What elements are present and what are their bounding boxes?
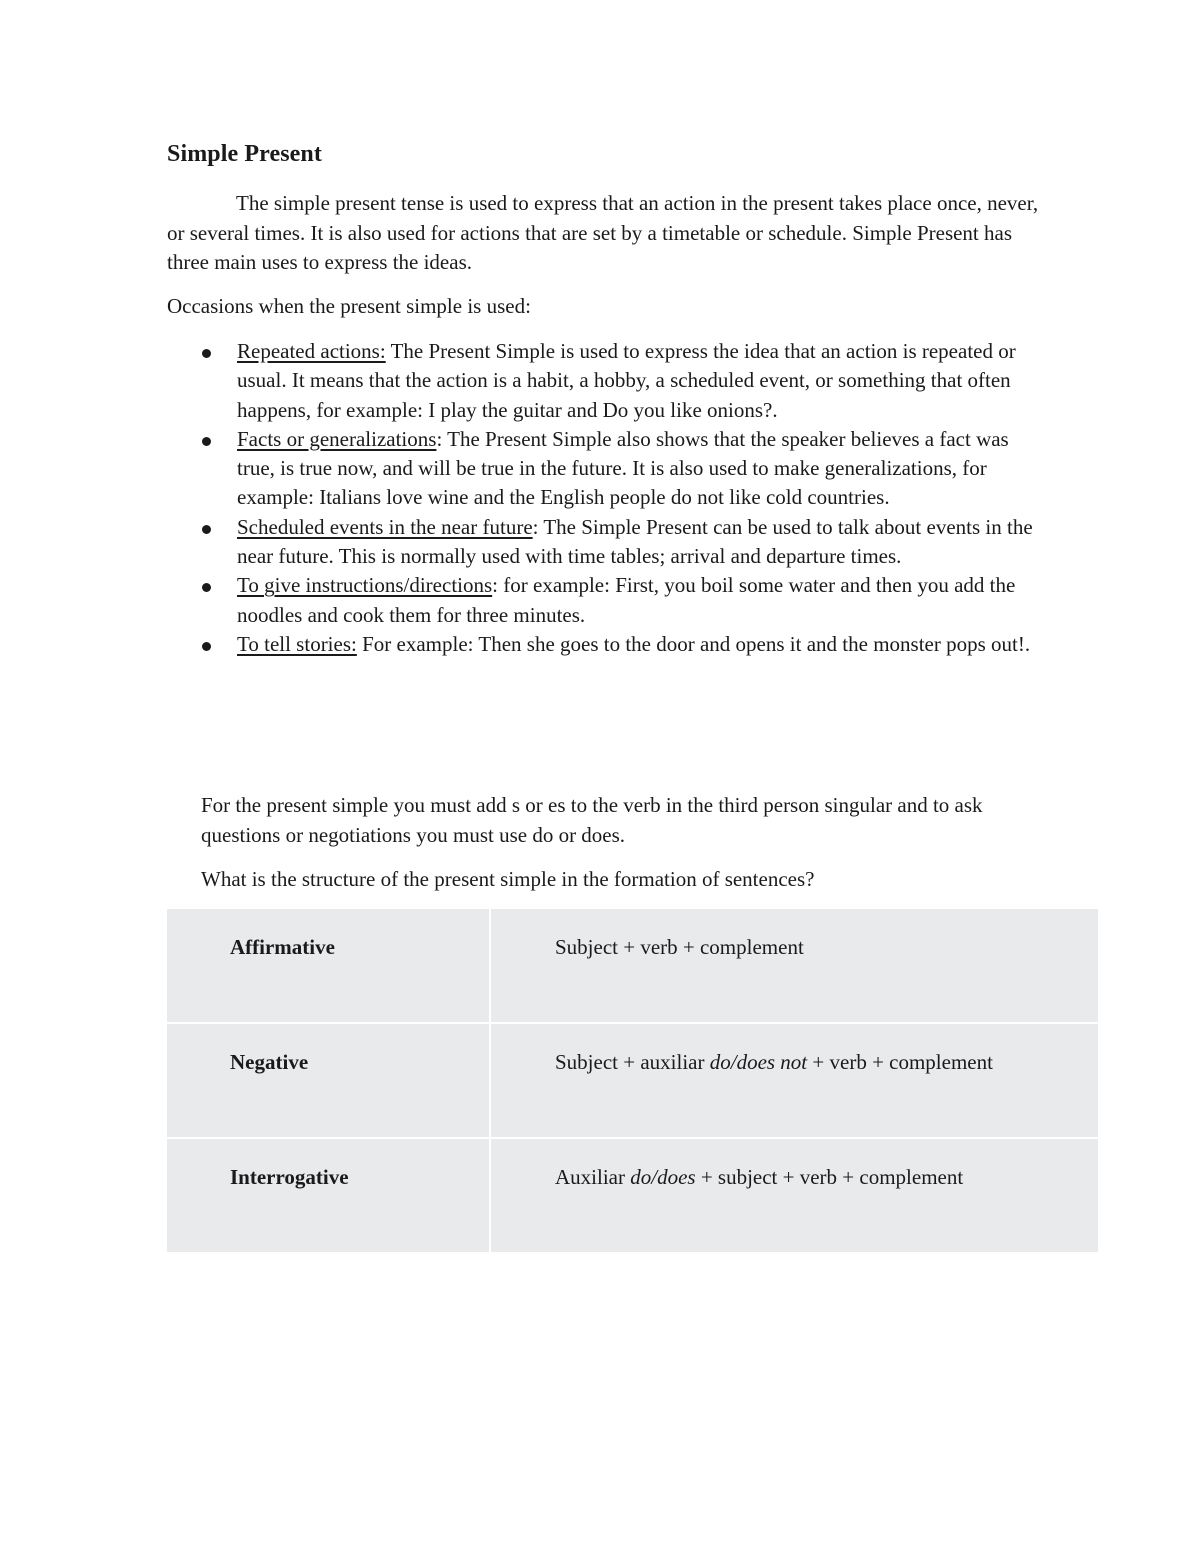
structure-formula	[490, 1023, 1098, 1138]
structure-table	[167, 909, 1098, 1252]
sentence-type-label: Affirmative	[167, 909, 490, 1023]
use-term: Repeated actions:	[237, 339, 386, 363]
document-title: Simple Present	[167, 141, 322, 167]
formula-text: Subject + auxiliar	[555, 1050, 710, 1074]
table-row	[167, 1138, 1098, 1252]
use-term: To tell stories:	[237, 631, 357, 656]
sentence-type-label: Negative	[167, 1023, 490, 1138]
bullet-icon	[202, 642, 211, 651]
bullet-icon	[202, 525, 211, 534]
occasions-heading: Occasions when the present simple is used:	[167, 294, 531, 318]
list-item	[167, 425, 1047, 513]
use-term: Scheduled events in the near future	[237, 514, 533, 539]
sentence-type-label: Interrogative	[167, 1138, 490, 1252]
formula-text: + verb + complement	[807, 1050, 993, 1074]
use-term: Facts or generalizations	[237, 426, 437, 451]
list-item	[167, 513, 1047, 572]
use-term: To give instructions/directions	[237, 573, 493, 598]
uses-list	[167, 337, 1047, 659]
table-row	[167, 909, 1098, 1023]
formula-text: Subject + verb + complement	[555, 935, 804, 959]
use-description: The Present Simple is used to express the idea that an action is repeated or usual. It means that the action is a habit, a hobby, a scheduled event, or something that often happens, for example: I play the guitar and Do you like onions?.	[237, 339, 1016, 422]
formula-text: + subject + verb + complement	[695, 1165, 964, 1189]
formula-text: Auxiliar	[555, 1165, 631, 1189]
use-description: : The Present Simple also shows that the speaker believes a fact was true, is true now, and will be true in the future. It is also used to make generalizations, for example: Italians love wine and the English people do not like cold countries.	[237, 426, 1009, 510]
use-description: : for example: First, you boil some water and then you add the noodles and cook them for three minutes.	[237, 573, 1016, 627]
structure-question: What is the structure of the present simple in the formation of sentences?	[201, 867, 815, 891]
list-item	[167, 337, 1047, 425]
use-description: : The Simple Present can be used to talk about events in the near future. This is normally used with time tables; arrival and departure times.	[237, 514, 1033, 569]
list-item	[167, 571, 1047, 630]
formula-auxiliary: do/does not	[709, 1050, 808, 1074]
structure-formula	[490, 1138, 1098, 1252]
bullet-icon	[202, 437, 211, 446]
conjugation-rule-paragraph: For the present simple you must add s or es to the verb in the third person singular and to ask questions or negotiations you must use do or does.	[201, 793, 983, 847]
bullet-icon	[202, 583, 211, 592]
table-row	[167, 1023, 1098, 1138]
structure-formula	[490, 909, 1098, 1023]
intro-paragraph: The simple present tense is used to express that an action in the present takes place once, never, or several times. It is also used for actions that are set by a timetable or schedule. Simple Present has three main uses to express the ideas.	[167, 191, 1039, 274]
formula-auxiliary: do/does	[630, 1165, 696, 1189]
list-item	[167, 630, 1047, 659]
use-description: For example: Then she goes to the door and opens it and the monster pops out!.	[356, 631, 1031, 656]
bullet-icon	[202, 349, 211, 358]
